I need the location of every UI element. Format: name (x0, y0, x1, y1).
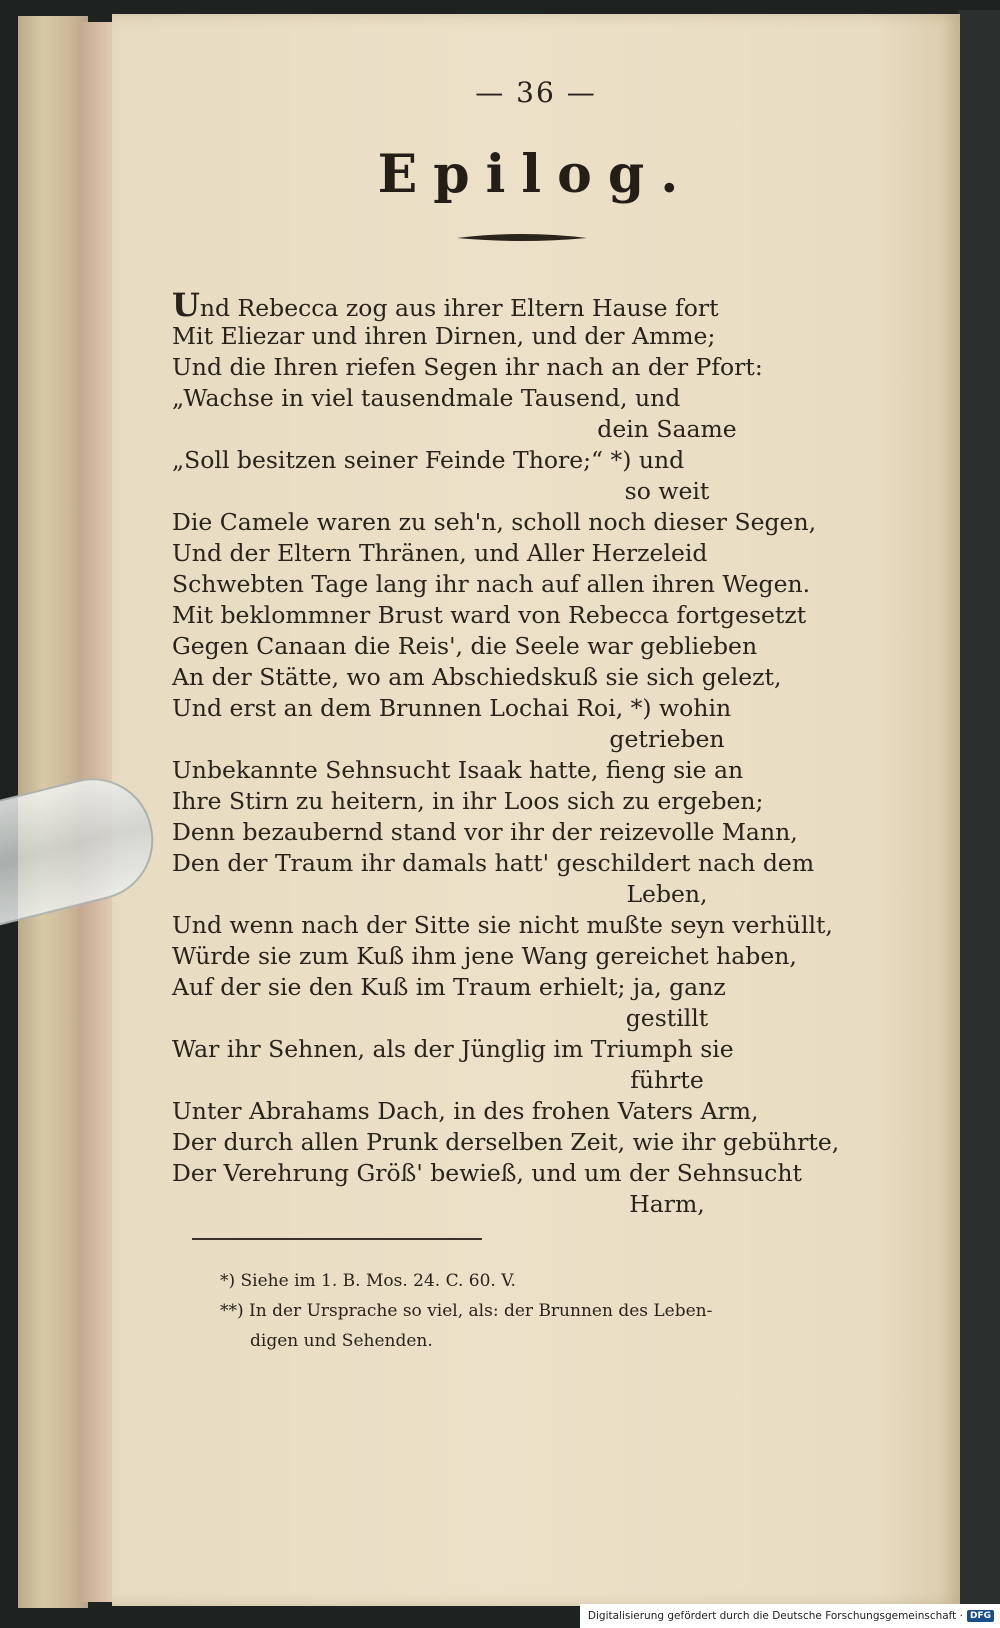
poem-line-continuation (172, 724, 932, 755)
poem-line (172, 693, 932, 724)
footnotes (220, 1266, 900, 1356)
poem-line (172, 941, 932, 972)
poem-line-continuation (172, 879, 932, 910)
poem-line-text: Und Rebecca zog aus ihrer Eltern Hause fort (172, 286, 719, 324)
poem-line (172, 817, 932, 848)
footer-credit (580, 1604, 1000, 1628)
poem-line (172, 1034, 932, 1065)
poem-line-text: getrieben (609, 725, 725, 753)
footer-credit-text: Digitalisierung gefördert durch die Deutsche Forschungsgemeinschaft · (587, 1610, 963, 1622)
poem-line-continuation (172, 1065, 932, 1096)
poem-line-text: „Wachse in viel tausendmale Tausend, und (172, 384, 681, 412)
poem-line (172, 631, 932, 662)
poem-line-text: Den der Traum ihr damals hatt' geschildert nach dem (172, 849, 815, 877)
poem-line (172, 507, 932, 538)
footnote-2: **) In der Ursprache so viel, als: der Brunnen des Leben- (220, 1301, 713, 1321)
poem-line (172, 1096, 932, 1127)
poem-line-continuation (172, 476, 932, 507)
ornament-rule-icon (457, 232, 587, 244)
poem-line-continuation (172, 414, 932, 445)
poem-line-text: Der Verehrung Größ' bewieß, und um der Sehnsucht (172, 1159, 802, 1187)
poem-line-text: führte (630, 1066, 704, 1094)
footnote-divider (192, 1238, 482, 1240)
poem-line-text: Und der Eltern Thränen, und Aller Herzeleid (172, 539, 708, 567)
poem-line-text: Der durch allen Prunk derselben Zeit, wie ihr gebührte, (172, 1128, 840, 1156)
poem-line (172, 910, 932, 941)
poem-line-text: Mit beklommner Brust ward von Rebecca fortgesetzt (172, 601, 807, 629)
poem-line (172, 383, 932, 414)
poem-line (172, 286, 932, 324)
footnote-1: *) Siehe im 1. B. Mos. 24. C. 60. V. (220, 1271, 516, 1291)
poem-line-text: Leben, (626, 880, 708, 908)
book-page (112, 14, 960, 1606)
footnote-2-continuation: digen und Sehenden. (250, 1331, 433, 1351)
poem-line (172, 569, 932, 600)
poem-line (172, 1158, 932, 1189)
page-title: Epilog. (377, 144, 695, 205)
poem-line-text: Gegen Canaan die Reis', die Seele war geblieben (172, 632, 758, 660)
poem-line (172, 662, 932, 693)
poem-line-text: An der Stätte, wo am Abschiedskuß sie sich gelezt, (172, 663, 782, 691)
poem-line-text: „Soll besitzen seiner Feinde Thore;“ *) und (172, 446, 685, 474)
poem-line-text: War ihr Sehnen, als der Jünglig im Triumph sie (172, 1035, 734, 1063)
poem-line (172, 1127, 932, 1158)
poem-line-text: Auf der sie den Kuß im Traum erhielt; ja, ganz (172, 973, 726, 1001)
poem-line (172, 352, 932, 383)
poem-line-text: dein Saame (597, 415, 737, 443)
poem-line-text: Und wenn nach der Sitte sie nicht mußte seyn verhüllt, (172, 911, 833, 939)
poem-line (172, 786, 932, 817)
poem-line (172, 600, 932, 631)
poem-line-text: Unter Abrahams Dach, in des frohen Vaters Arm, (172, 1097, 759, 1125)
poem-line (172, 848, 932, 879)
dfg-logo-icon: DFG (967, 1610, 994, 1622)
poem-line (172, 321, 932, 352)
poem-line-text: Mit Eliezar und ihren Dirnen, und der Amme; (172, 322, 716, 350)
poem-line-text: Und erst an dem Brunnen Lochai Roi, *) wohin (172, 694, 732, 722)
scan-background (958, 10, 1000, 1608)
poem-line (172, 755, 932, 786)
page-number: — 36 — (475, 76, 597, 109)
poem-line-text: Harm, (629, 1190, 705, 1218)
poem-line-continuation (172, 1189, 932, 1220)
poem-line-text: Die Camele waren zu seh'n, scholl noch dieser Segen, (172, 508, 817, 536)
poem-line-text: Schwebten Tage lang ihr nach auf allen ihren Wegen. (172, 570, 811, 598)
poem-line-text: Und die Ihren riefen Segen ihr nach an der Pfort: (172, 353, 763, 381)
poem-line (172, 538, 932, 569)
poem-line-text: Würde sie zum Kuß ihm jene Wang gereichet haben, (172, 942, 797, 970)
poem-line-text: gestillt (625, 1004, 709, 1032)
poem-line-text: Unbekannte Sehnsucht Isaak hatte, fieng sie an (172, 756, 744, 784)
poem-body (172, 286, 932, 1220)
poem-line-text: so weit (624, 477, 710, 505)
poem-line (172, 972, 932, 1003)
poem-line-text: Ihre Stirn zu heitern, in ihr Loos sich zu ergeben; (172, 787, 764, 815)
poem-line-continuation (172, 1003, 932, 1034)
poem-line-text: Denn bezaubernd stand vor ihr der reizevolle Mann, (172, 818, 798, 846)
poem-line (172, 445, 932, 476)
